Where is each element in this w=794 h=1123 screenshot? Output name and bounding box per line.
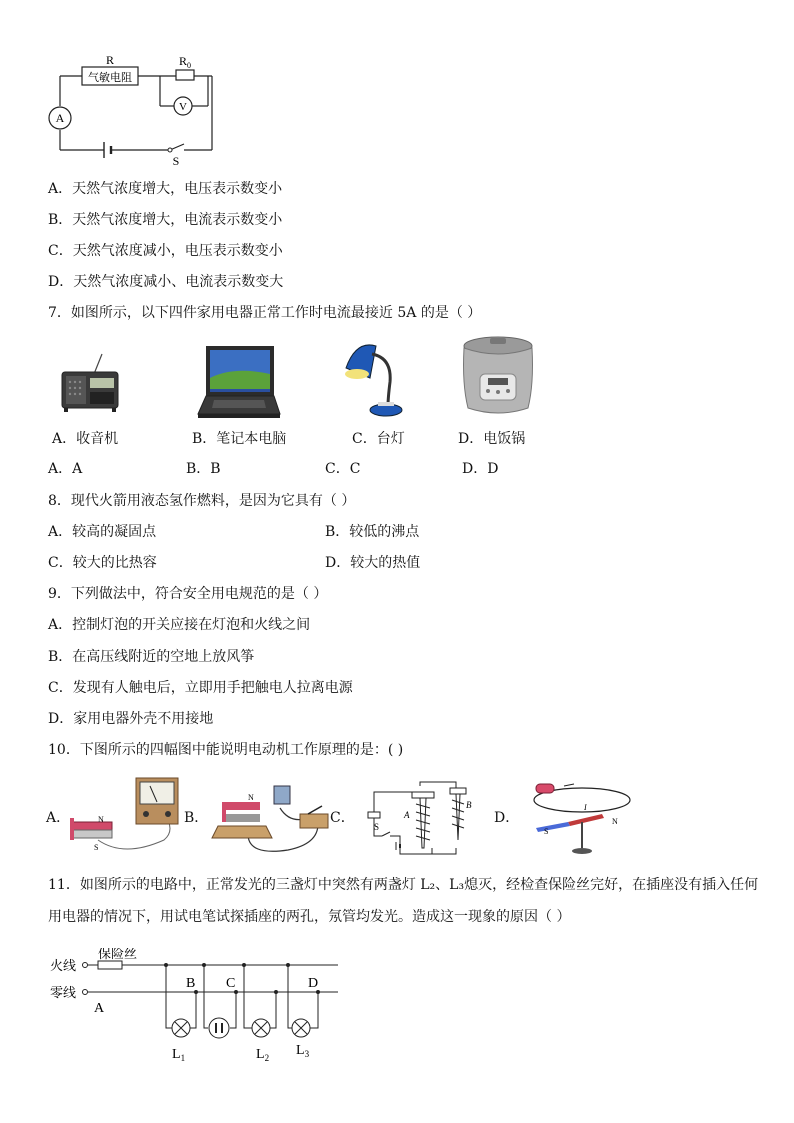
q10c-nail-b-label: B [466, 800, 472, 810]
q7-caption-a: A．收音机 [52, 431, 119, 447]
neutral-wire-label: 零线 [50, 985, 77, 1000]
q7-stem: 7．如图所示，以下四件家用电器正常工作时电流最接近 5A 的是（ ） [48, 305, 482, 321]
q10-label-a: A． [46, 810, 71, 826]
q9-option-c: C．发现有人触电后，立即用手把触电人拉离电源 [48, 680, 353, 696]
q10-label-d: D． [494, 810, 520, 826]
point-d-label: D [308, 976, 319, 991]
ammeter-label: A [55, 111, 65, 125]
q10d-current-label: I [584, 803, 587, 812]
q9-stem: 9．下列做法中，符合安全用电规范的是（ ） [48, 586, 328, 602]
q6-option-a: A．天然气浓度增大，电压表示数变小 [48, 181, 283, 197]
q10-label-c: C． [330, 810, 355, 826]
fuse [98, 961, 122, 969]
q10c-nail-a-label: A [404, 810, 410, 820]
gas-sensor-circuit [42, 50, 242, 168]
q6-option-c: C．天然气浓度减小，电压表示数变小 [48, 243, 283, 259]
q10c-switch-label: S [374, 822, 380, 832]
point-c-label: C [226, 976, 236, 991]
q11-stem-line1: 11．如图所示的电路中，正常发光的三盏灯中突然有两盏灯 L₂、L₃熄灭，经检查保险丝完好，在插座没有插入任何 [48, 877, 759, 893]
lamp-l2-icon [252, 1019, 270, 1037]
radio-image [58, 352, 122, 416]
q10-label-b: B． [184, 810, 209, 826]
q6-option-b: B．天然气浓度增大，电流表示数变小 [48, 212, 283, 228]
q7-caption-b: B．笔记本电脑 [192, 431, 287, 447]
q9-option-d: D．家用电器外壳不用接地 [48, 711, 214, 727]
q8-option-b: B．较低的沸点 [325, 524, 420, 540]
lamp-l2-label: $L_2$ [256, 1047, 270, 1063]
q7-option-c: C．C [325, 461, 361, 477]
resistor-r0 [176, 70, 194, 80]
q7-option-a: A．A [48, 461, 83, 477]
point-b-label: B [186, 976, 196, 991]
q9-option-a: A．控制灯泡的开关应接在灯泡和火线之间 [48, 617, 311, 633]
lamp-l1-icon [172, 1019, 190, 1037]
q11-stem-line2: 用电器的情况下，用试电笔试探插座的两孔，氖管均发光。造成这一现象的原因（ ） [48, 909, 571, 925]
switch-label: S [172, 154, 180, 168]
laptop-image [194, 344, 284, 420]
r-box-label: 气敏电阻 [88, 72, 132, 84]
socket-icon [209, 1018, 229, 1038]
q10-figure-d [516, 776, 634, 858]
rice-cooker-image [458, 334, 538, 418]
q7-caption-c: C．台灯 [352, 431, 405, 447]
fuse-label: 保险丝 [98, 948, 138, 961]
r-label: R [105, 53, 115, 67]
lamp-l3-icon [292, 1019, 310, 1037]
q10-figure-c [360, 778, 478, 858]
r0-label: $R_0$ [179, 54, 192, 70]
q10d-south-label: S [544, 827, 549, 836]
q8-option-d: D．较大的热值 [325, 555, 421, 571]
q9-option-b: B．在高压线附近的空地上放风筝 [48, 649, 255, 665]
q7-caption-d: D．电饭锅 [458, 431, 526, 447]
q6-option-d: D．天然气浓度减小、电流表示数变大 [48, 274, 284, 290]
desk-lamp-image [342, 338, 412, 420]
q7-option-d: D．D [462, 461, 499, 477]
q8-option-a: A．较高的凝固点 [48, 524, 157, 540]
voltmeter-label: V [179, 101, 187, 113]
q10a-south-label: S [94, 843, 99, 852]
q10-stem: 10．下图所示的四幅图中能说明电动机工作原理的是：( ) [48, 742, 404, 758]
household-circuit [46, 948, 346, 1068]
q7-option-b: B．B [186, 461, 221, 477]
q10d-north-label: N [612, 817, 618, 826]
lamp-l1-label: $L_1$ [172, 1047, 186, 1063]
q10-figure-a [64, 774, 184, 856]
live-wire-label: 火线 [50, 958, 77, 973]
q8-stem: 8．现代火箭用液态氢作燃料，是因为它具有（ ） [48, 493, 356, 509]
lamp-l3-label: $L_3$ [296, 1043, 310, 1059]
q10a-north-label: N [98, 815, 104, 824]
q8-option-c: C．较大的比热容 [48, 555, 157, 571]
point-a-label: A [94, 1001, 105, 1016]
q10-figure-b [208, 778, 334, 858]
q10b-north-label: N [248, 793, 254, 802]
